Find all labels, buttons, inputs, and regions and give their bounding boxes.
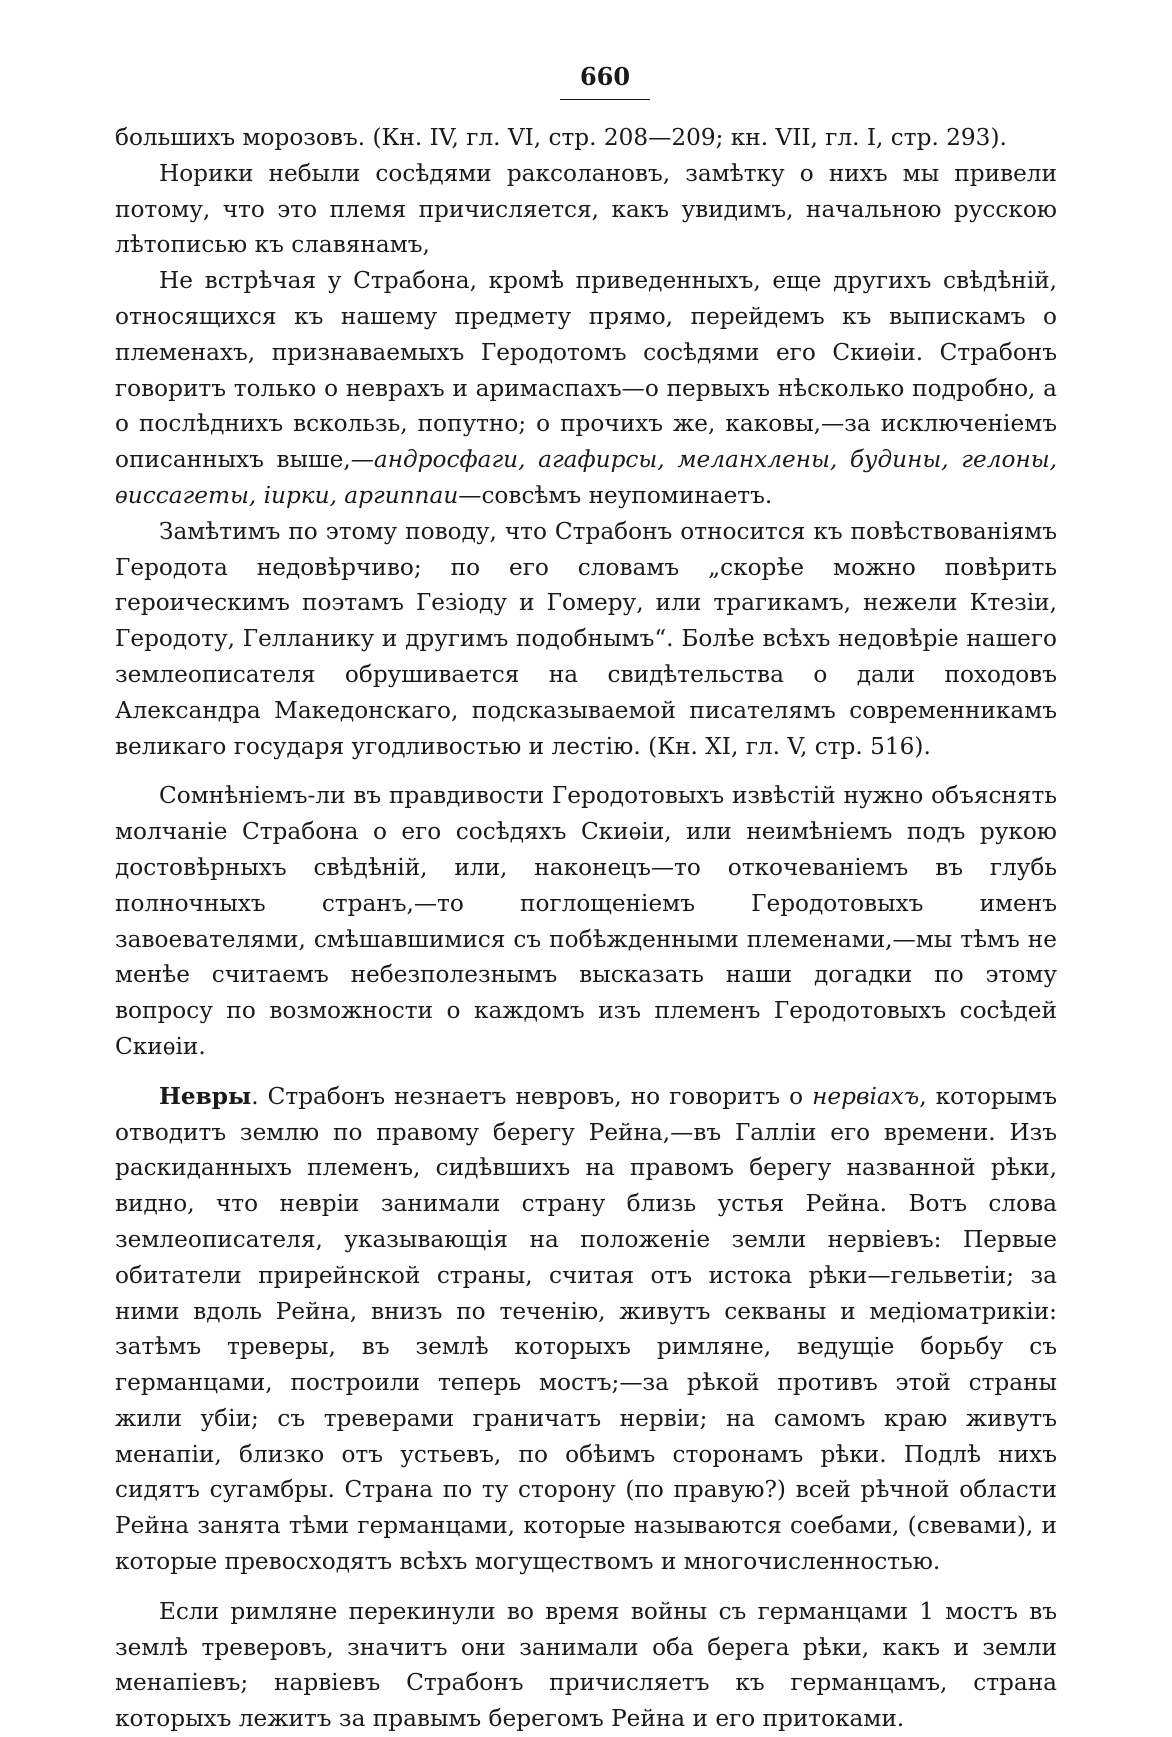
paragraph-nevry-text: , которымъ отводитъ землю по правому берегу Рейна,—въ Галліи его времени. Изъ раскиданныхъ племенъ, сидѣвшихъ на правомъ берегу названной рѣки, видно, что невріи занимали страну близь устья Рейна. Вотъ слова землеописателя, указывающія на положеніе земли нервіевъ: Первые обитатели прирейнской страны, считая отъ истока рѣки—гельветіи; за ними вдоль Рейна, внизъ по теченію, живутъ секваны и медіоматрикіи: затѣмъ треверы, въ землѣ которыхъ римляне, ведущіе борьбу съ германцами, построили теперь мостъ;—за рѣкой противъ этой страны жили убіи; съ треверами граничатъ нервіи; на самомъ краю живутъ менапіи, близко отъ устьевъ, по обѣимъ сторонамъ рѣки. Подлѣ нихъ сидятъ сугамбры. Страна по ту сторону (по правую?) всей рѣчной области Рейна занята тѣми германцами, которые называются соебами, (свевами), и которые превосходятъ всѣхъ могуществомъ и многочисленностью.: [115, 1082, 1057, 1576]
page-number: 660: [579, 62, 631, 91]
paragraph-strabo-neighbours: [115, 263, 1057, 514]
tribe-list: андросфаги, агафирсы, меланхлены, будины, гелоны, ѳиссагеты, іирки, аргиппаи: [115, 446, 1057, 509]
paragraph-noriki: Норики небыли сосѣдями раксолановъ, замѣтку о нихъ мы привели потому, что это племя причисляется, какъ увидимъ, начальною русскою лѣтописью къ славянамъ,: [115, 159, 1057, 259]
paragraph-continuation: большихъ морозовъ. (Кн. IV, гл. VI, стр. 208—209; кн. VII, гл. I, стр. 293).: [115, 124, 1007, 151]
section-heading-nevry: Невры: [159, 1082, 252, 1110]
paragraph-strabo-ending: —совсѣмъ неупоминаетъ.: [458, 481, 773, 509]
paragraph-nevry-intro: . Страбонъ незнаетъ невровъ, но говоритъ о: [251, 1082, 813, 1110]
paragraph-strabo-text: Не встрѣчая у Страбона, кромѣ приведенныхъ, еще другихъ свѣдѣній, относящихся къ нашему предмету прямо, перейдемъ къ выпискамъ о племенахъ, признаваемыхъ Геродотомъ сосѣдями его Скиѳіи. Страбонъ говоритъ только о неврахъ и аримаспахъ—о первыхъ нѣсколько подробно, а о послѣднихъ вскользь, попутно; о прочихъ же, каковы,—за исключеніемъ описанныхъ выше,—: [115, 267, 1057, 474]
paragraph-doubt: Сомнѣніемъ-ли въ правдивости Геродотовыхъ извѣстій нужно объяснять молчаніе Страбона о его сосѣдяхъ Скиѳіи, или неимѣніемъ подъ рукою достовѣрныхъ свѣдѣній, или, наконецъ—то откочеваніемъ въ глубь полночныхъ странъ,—то поглощеніемъ Геродотовыхъ именъ завоевателями, смѣшавшимися съ побѣжденными племенами,—мы тѣмъ не менѣе считаемъ небезполезнымъ высказать наши догадки по этому вопросу по возможности о каждомъ изъ племенъ Геродотовыхъ сосѣдей Скиѳіи.: [115, 782, 1057, 1060]
paragraph-herodotus-distrust: Замѣтимъ по этому поводу, что Страбонъ относится къ повѣствованіямъ Геродота недовѣрчиво; по его словамъ „скорѣе можно повѣрить героическимъ поэтамъ Гезіоду и Гомеру, или трагикамъ, нежели Ктезіи, Геродоту, Гелланику и другимъ подобнымъ“. Болѣе всѣхъ недовѣріе нашего землеописателя обрушивается на свидѣтельства о дали походовъ Александра Македонскаго, подсказываемой писателямъ современникамъ великаго государя угодливостью и лестію. (Кн. XI, гл. V, стр. 516).: [115, 517, 1057, 760]
paragraph-nevry: [115, 1079, 1057, 1580]
term-nervii: нервіахъ: [812, 1082, 920, 1110]
body-text: [115, 120, 1057, 1737]
page-number-rule: [560, 99, 650, 100]
paragraph-bridge: Если римляне перекинули во время войны съ германцами 1 мостъ въ землѣ треверовъ, значитъ они занимали оба берега рѣки, какъ и земли менапіевъ; нарвіевъ Страбонъ причисляетъ къ германцамъ, страна которыхъ лежитъ за правымъ берегомъ Рейна и его притоками.: [115, 1597, 1057, 1733]
